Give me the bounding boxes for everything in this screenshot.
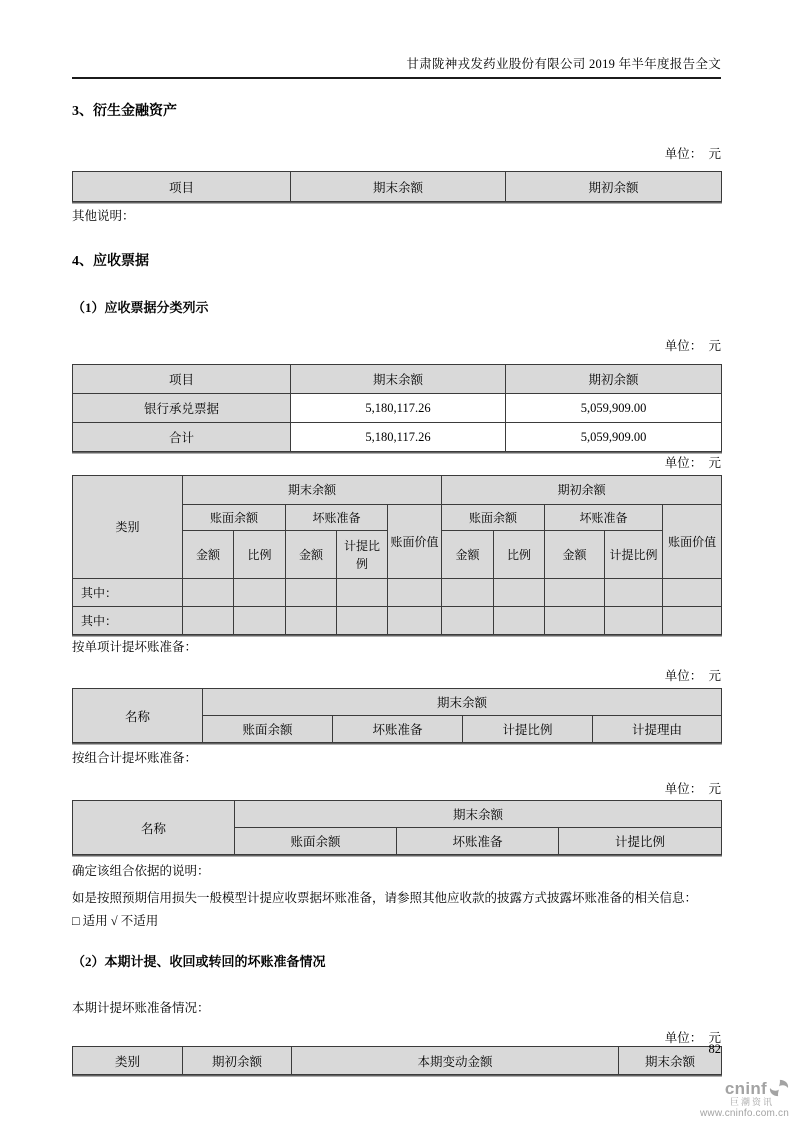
empty-cell xyxy=(494,579,545,607)
col-current-change-amount: 本期变动金额 xyxy=(292,1047,619,1075)
empty-cell xyxy=(605,607,663,635)
col-item: 项目 xyxy=(73,365,291,394)
group-beginning-balance: 期初余额 xyxy=(442,476,722,505)
col-category: 类别 xyxy=(73,1047,183,1075)
empty-cell xyxy=(234,579,286,607)
col-beginning-balance: 期初余额 xyxy=(506,172,722,202)
empty-cell xyxy=(663,579,722,607)
col-provision-ratio: 计提比例 xyxy=(559,828,722,855)
empty-cell xyxy=(286,579,337,607)
col-amount: 金额 xyxy=(183,531,234,579)
section-4-heading: 4、应收票据 xyxy=(72,254,149,269)
col-provision-ratio: 计提比例 xyxy=(337,531,388,579)
derivative-assets-table xyxy=(72,171,722,202)
col-beginning-balance: 期初余额 xyxy=(183,1047,292,1075)
notes-category-table xyxy=(72,475,722,635)
col-ending-balance: 期末余额 xyxy=(619,1047,722,1075)
col-provision-reason: 计提理由 xyxy=(593,716,722,743)
col-ratio: 比例 xyxy=(494,531,545,579)
group-provision-table xyxy=(72,800,722,855)
table-row xyxy=(73,394,722,423)
group-ending-balance: 期末余额 xyxy=(203,689,722,716)
beginning-balance-value: 5,059,909.00 xyxy=(506,394,722,423)
empty-cell xyxy=(442,579,494,607)
document-title: 甘肃陇神戎发药业股份有限公司 2019 年半年度报告全文 xyxy=(406,57,721,71)
col-ending-balance: 期末余额 xyxy=(291,172,506,202)
row-label: 合计 xyxy=(73,423,291,452)
empty-cell xyxy=(442,607,494,635)
current-provision-text: 本期计提坏账准备情况： xyxy=(72,1001,210,1015)
table-row-total xyxy=(73,423,722,452)
col-provision-ratio: 计提比例 xyxy=(463,716,593,743)
document-header xyxy=(72,54,721,79)
empty-cell xyxy=(183,607,234,635)
group-ending-balance: 期末余额 xyxy=(183,476,442,505)
col-book-balance: 账面余额 xyxy=(183,505,286,531)
ecl-disclosure-text: 如是按照预期信用损失一般模型计提应收票据坏账准备，请参照其他应收款的披露方式披露坏账准备的相关信息： xyxy=(72,891,698,905)
section-4-1-heading: （1）应收票据分类列示 xyxy=(72,300,209,315)
provision-change-table xyxy=(72,1046,722,1075)
col-book-value: 账面价值 xyxy=(663,505,722,579)
col-name: 名称 xyxy=(73,801,235,855)
empty-cell xyxy=(388,607,442,635)
group-ending-balance: 期末余额 xyxy=(235,801,722,828)
empty-cell xyxy=(545,607,605,635)
col-amount: 金额 xyxy=(442,531,494,579)
empty-cell xyxy=(286,607,337,635)
col-provision-ratio: 计提比例 xyxy=(605,531,663,579)
single-provision-table xyxy=(72,688,722,743)
row-label: 其中： xyxy=(73,579,183,607)
other-notes-text: 其他说明： xyxy=(72,209,135,223)
cninfo-logo-subtext: 巨潮资讯 xyxy=(729,1097,774,1108)
single-provision-text: 按单项计提坏账准备： xyxy=(72,640,198,654)
col-book-balance: 账面余额 xyxy=(235,828,397,855)
empty-cell xyxy=(388,579,442,607)
section-4-2-heading: （2）本期计提、收回或转回的坏账准备情况 xyxy=(72,954,326,969)
col-name: 名称 xyxy=(73,689,203,743)
table-row xyxy=(73,607,722,635)
col-beginning-balance: 期初余额 xyxy=(506,365,722,394)
applicability-line: □ 适用 √ 不适用 xyxy=(72,914,159,928)
group-provision-text: 按组合计提坏账准备： xyxy=(72,751,198,765)
col-item: 项目 xyxy=(73,172,291,202)
unit-label-6: 单位： 元 xyxy=(664,1031,721,1045)
table-row xyxy=(73,579,722,607)
col-category: 类别 xyxy=(73,476,183,579)
empty-cell xyxy=(663,607,722,635)
empty-cell xyxy=(337,607,388,635)
empty-cell xyxy=(545,579,605,607)
unit-label-3: 单位： 元 xyxy=(664,456,721,470)
section-3-heading: 3、衍生金融资产 xyxy=(72,104,177,119)
col-bad-debt-provision: 坏账准备 xyxy=(545,505,663,531)
unit-label-4: 单位： 元 xyxy=(664,669,721,683)
unit-label-5: 单位： 元 xyxy=(664,782,721,796)
unit-label-2: 单位： 元 xyxy=(664,339,721,353)
notes-receivable-table xyxy=(72,364,722,452)
beginning-balance-value: 5,059,909.00 xyxy=(506,423,722,452)
col-book-value: 账面价值 xyxy=(388,505,442,579)
row-label: 银行承兑票据 xyxy=(73,394,291,423)
ending-balance-value: 5,180,117.26 xyxy=(291,423,506,452)
cninfo-logo-url: www.cninfo.com.cn xyxy=(700,1107,789,1119)
col-bad-debt-provision: 坏账准备 xyxy=(333,716,463,743)
empty-cell xyxy=(494,607,545,635)
row-label: 其中： xyxy=(73,607,183,635)
col-bad-debt-provision: 坏账准备 xyxy=(286,505,388,531)
empty-cell xyxy=(605,579,663,607)
ending-balance-value: 5,180,117.26 xyxy=(291,394,506,423)
col-ratio: 比例 xyxy=(234,531,286,579)
col-book-balance: 账面余额 xyxy=(442,505,545,531)
col-book-balance: 账面余额 xyxy=(203,716,333,743)
unit-label-1: 单位： 元 xyxy=(664,147,721,161)
col-bad-debt-provision: 坏账准备 xyxy=(397,828,559,855)
cninfo-swirl-icon xyxy=(769,1079,789,1097)
col-ending-balance: 期末余额 xyxy=(291,365,506,394)
empty-cell xyxy=(337,579,388,607)
cninfo-logo xyxy=(681,1079,789,1119)
page-number: 82 xyxy=(708,1042,721,1056)
page-content xyxy=(72,0,721,1075)
empty-cell xyxy=(183,579,234,607)
empty-cell xyxy=(234,607,286,635)
group-basis-text: 确定该组合依据的说明： xyxy=(72,864,210,878)
col-amount: 金额 xyxy=(286,531,337,579)
cninfo-logo-text: cninf xyxy=(724,1079,767,1098)
col-amount: 金额 xyxy=(545,531,605,579)
